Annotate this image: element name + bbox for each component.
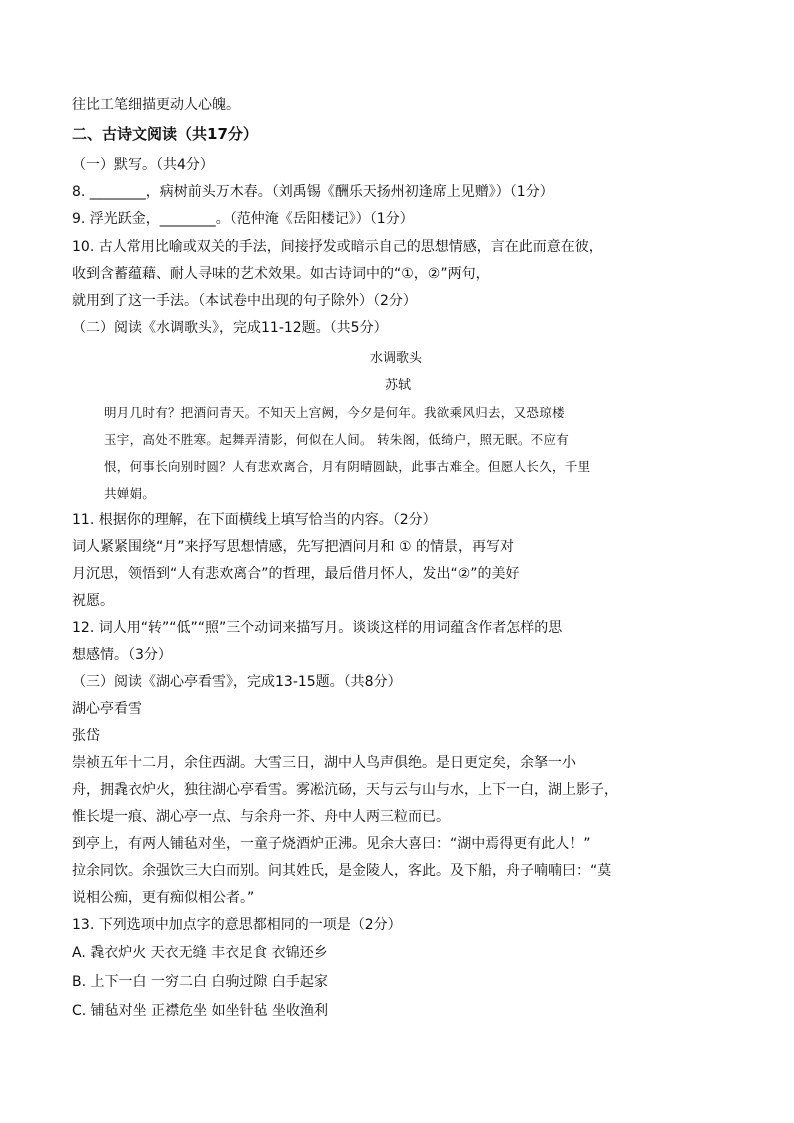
question-10-line2: 收到含蓄蕴藉、耐人寻味的艺术效果。如古诗词中的“①，②”两句，: [72, 266, 490, 282]
question-8: 8. ________，病树前头万木春。（刘禹锡《酬乐天扬州初逢席上见赠》）（1分）: [72, 184, 554, 200]
prose-line: 舟，拥毳衣炉火，独往湖心亭看雪。雾凇沆砀，天与云与山与水，上下一白，湖上影子，: [72, 782, 618, 798]
question-11-line: 词人紧紧围绕“月”来抒写思想情感，先写把酒问月和 ① 的情景，再写对: [72, 539, 514, 555]
question-12-line: 12. 词人用“转”“低”“照”三个动词来描写月。谈谈这样的用词蕴含作者怎样的思: [72, 620, 563, 636]
prose-line: 说相公痴，更有痴似相公者。”: [72, 890, 255, 906]
question-12-line: 想感情。（3分）: [72, 647, 172, 663]
poem-line: 共婵娟。: [104, 486, 156, 501]
poem-title: 水调歌头: [370, 351, 423, 366]
prose-author: 张岱: [72, 728, 100, 744]
subsection-heading: （二）阅读《水调歌头》，完成11-12题。（共5分）: [72, 320, 388, 336]
prose-line: 到亭上，有两人铺毡对坐，一童子烧酒炉正沸。见余大喜曰：“湖中焉得更有此人！”: [72, 836, 591, 852]
prose-title: 湖心亭看雪: [72, 701, 142, 717]
poem-line: 明月几时有？把酒问青天。不知天上宫阙，今夕是何年。我欲乘风归去，又恐琼楼: [104, 405, 565, 420]
question-13-stem: 13. 下列选项中加点字的意思都相同的一项是（2分）: [72, 917, 402, 933]
subsection-heading: （三）阅读《湖心亭看雪》，完成13-15题。（共8分）: [72, 674, 402, 690]
option-b: B. 上下一白 一穷二白 白驹过隙 白手起家: [72, 974, 328, 990]
question-11-line: 月沉思，领悟到“人有悲欢离合”的哲理，最后借月怀人，发出“②”的美好: [72, 566, 520, 582]
section-heading: 二、古诗文阅读（共17分）: [72, 125, 258, 143]
option-c: C. 铺毡对坐 正襟危坐 如坐针毡 坐收渔利: [72, 1003, 329, 1019]
poem-line: 恨，何事长向别时圆？人有悲欢离合，月有阴晴圆缺，此事古难全。但愿人长久，千里: [104, 459, 591, 474]
poem-author: 苏轼: [385, 378, 412, 393]
question-10-line3: 就用到了这一手法。（本试卷中出现的句子除外）（2分）: [72, 293, 417, 309]
question-11-line: 祝愿。: [72, 593, 114, 609]
subsection-heading: （一）默写。（共4分）: [72, 157, 214, 173]
prose-line: 惟长堤一痕、湖心亭一点、与余舟一芥、舟中人两三粒而已。: [72, 809, 450, 825]
option-a: A. 毳衣炉火 天衣无缝 丰衣足食 衣锦还乡: [72, 945, 328, 961]
question-9: 9. 浮光跃金，________。（范仲淹《岳阳楼记》）（1分）: [72, 211, 414, 227]
question-10-line1: 10. 古人常用比喻或双关的手法，间接抒发或暗示自己的思想情感，言在此而意在彼，: [72, 239, 603, 255]
prose-line: 拉余同饮。余强饮三大白而别。问其姓氏，是金陵人，客此。及下船，舟子喃喃曰：“莫: [72, 863, 612, 879]
question-11-stem: 11. 根据你的理解，在下面横线上填写恰当的内容。（2分）: [72, 512, 437, 528]
line-continuation: 往比工笔细描更动人心魄。: [72, 97, 240, 113]
poem-line: 玉宇，高处不胜寒。起舞弄清影，何似在人间。 转朱阁，低绮户，照无眠。不应有: [104, 432, 570, 447]
prose-line: 崇祯五年十二月，余住西湖。大雪三日，湖中人鸟声俱绝。是日更定矣，余拏一小: [72, 755, 576, 771]
